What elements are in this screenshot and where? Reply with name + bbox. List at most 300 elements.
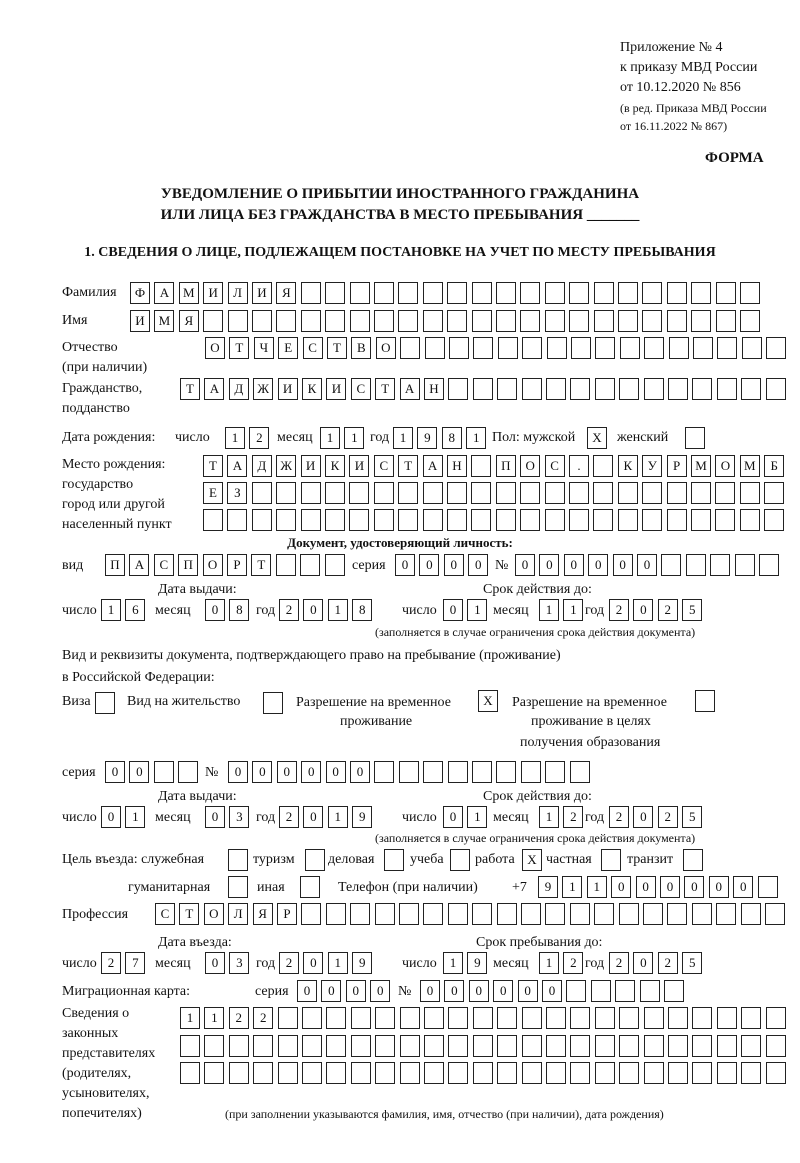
char-box[interactable]: И xyxy=(203,282,223,304)
checkbox[interactable] xyxy=(228,849,248,871)
char-box[interactable]: 0 xyxy=(297,980,317,1002)
char-box[interactable] xyxy=(595,337,615,359)
char-box[interactable]: С xyxy=(155,903,175,925)
char-box[interactable] xyxy=(350,310,370,332)
char-box[interactable]: З xyxy=(227,482,247,504)
char-box[interactable] xyxy=(569,509,589,531)
char-box[interactable]: 0 xyxy=(443,599,463,621)
char-box[interactable]: 0 xyxy=(539,554,559,576)
char-box[interactable]: 0 xyxy=(444,554,464,576)
char-box[interactable]: 1 xyxy=(393,427,413,449)
char-box[interactable]: 1 xyxy=(328,599,348,621)
char-box[interactable] xyxy=(691,282,711,304)
char-box[interactable]: 1 xyxy=(225,427,245,449)
char-box[interactable] xyxy=(229,1035,249,1057)
char-box[interactable]: Н xyxy=(447,455,467,477)
char-box[interactable] xyxy=(473,1007,493,1029)
char-box[interactable] xyxy=(398,310,418,332)
char-box[interactable] xyxy=(618,282,638,304)
char-box[interactable]: Р xyxy=(277,903,297,925)
char-box[interactable] xyxy=(423,509,443,531)
char-box[interactable]: 0 xyxy=(443,806,463,828)
char-box[interactable]: Л xyxy=(228,282,248,304)
char-box[interactable]: 7 xyxy=(125,952,145,974)
char-box[interactable]: 1 xyxy=(466,427,486,449)
char-box[interactable] xyxy=(349,509,369,531)
char-box[interactable] xyxy=(740,482,760,504)
char-box[interactable] xyxy=(448,1062,468,1084)
char-box[interactable]: О xyxy=(205,337,225,359)
char-box[interactable]: Р xyxy=(667,455,687,477)
char-box[interactable] xyxy=(618,509,638,531)
char-box[interactable]: 0 xyxy=(468,554,488,576)
char-box[interactable]: 2 xyxy=(658,952,678,974)
char-box[interactable] xyxy=(522,337,542,359)
char-box[interactable] xyxy=(400,337,420,359)
char-box[interactable] xyxy=(643,903,663,925)
char-box[interactable] xyxy=(447,310,467,332)
char-box[interactable] xyxy=(374,761,394,783)
char-box[interactable]: В xyxy=(351,337,371,359)
char-box[interactable]: 0 xyxy=(252,761,272,783)
char-box[interactable] xyxy=(325,310,345,332)
char-box[interactable]: 5 xyxy=(682,806,702,828)
char-box[interactable]: 0 xyxy=(303,599,323,621)
char-box[interactable] xyxy=(759,554,779,576)
char-box[interactable]: 1 xyxy=(204,1007,224,1029)
char-box[interactable]: Т xyxy=(180,378,200,400)
char-box[interactable] xyxy=(351,1035,371,1057)
char-box[interactable] xyxy=(204,1062,224,1084)
char-box[interactable] xyxy=(520,310,540,332)
checkbox[interactable] xyxy=(695,690,715,712)
char-box[interactable]: 2 xyxy=(609,599,629,621)
char-box[interactable] xyxy=(740,282,760,304)
char-box[interactable]: 0 xyxy=(588,554,608,576)
char-box[interactable] xyxy=(497,1062,517,1084)
char-box[interactable] xyxy=(520,509,540,531)
char-box[interactable] xyxy=(398,509,418,531)
char-box[interactable] xyxy=(374,282,394,304)
char-box[interactable]: 1 xyxy=(467,599,487,621)
char-box[interactable] xyxy=(593,455,613,477)
char-box[interactable] xyxy=(692,378,712,400)
char-box[interactable] xyxy=(326,903,346,925)
char-box[interactable] xyxy=(595,1035,615,1057)
char-box[interactable] xyxy=(570,1035,590,1057)
char-box[interactable] xyxy=(496,282,516,304)
char-box[interactable]: Т xyxy=(375,378,395,400)
char-box[interactable] xyxy=(375,1035,395,1057)
char-box[interactable]: 0 xyxy=(636,876,656,898)
char-box[interactable] xyxy=(668,1007,688,1029)
char-box[interactable] xyxy=(717,1007,737,1029)
char-box[interactable]: 8 xyxy=(352,599,372,621)
char-box[interactable]: 0 xyxy=(633,599,653,621)
char-box[interactable] xyxy=(399,761,419,783)
char-box[interactable] xyxy=(692,1062,712,1084)
char-box[interactable] xyxy=(522,378,542,400)
char-box[interactable] xyxy=(594,282,614,304)
char-box[interactable]: И xyxy=(252,282,272,304)
char-box[interactable] xyxy=(471,455,491,477)
char-box[interactable]: 9 xyxy=(467,952,487,974)
char-box[interactable] xyxy=(325,509,345,531)
char-box[interactable]: 5 xyxy=(682,599,702,621)
char-box[interactable] xyxy=(667,509,687,531)
char-box[interactable] xyxy=(399,903,419,925)
char-box[interactable] xyxy=(717,337,737,359)
char-box[interactable]: 5 xyxy=(682,952,702,974)
char-box[interactable] xyxy=(691,509,711,531)
char-box[interactable]: 1 xyxy=(344,427,364,449)
char-box[interactable] xyxy=(620,337,640,359)
char-box[interactable] xyxy=(619,903,639,925)
char-box[interactable]: Т xyxy=(251,554,271,576)
char-box[interactable]: Ф xyxy=(130,282,150,304)
char-box[interactable] xyxy=(692,903,712,925)
char-box[interactable] xyxy=(326,1007,346,1029)
char-box[interactable] xyxy=(203,310,223,332)
char-box[interactable] xyxy=(594,903,614,925)
char-box[interactable] xyxy=(350,903,370,925)
char-box[interactable]: А xyxy=(423,455,443,477)
char-box[interactable]: 0 xyxy=(637,554,657,576)
char-box[interactable] xyxy=(547,337,567,359)
char-box[interactable] xyxy=(710,554,730,576)
char-box[interactable] xyxy=(374,509,394,531)
char-box[interactable] xyxy=(644,337,664,359)
char-box[interactable] xyxy=(570,1007,590,1029)
char-box[interactable] xyxy=(593,482,613,504)
char-box[interactable] xyxy=(423,282,443,304)
char-box[interactable] xyxy=(424,1035,444,1057)
char-box[interactable]: М xyxy=(740,455,760,477)
checkbox[interactable] xyxy=(685,427,705,449)
char-box[interactable] xyxy=(766,1035,786,1057)
char-box[interactable] xyxy=(715,482,735,504)
char-box[interactable] xyxy=(497,903,517,925)
char-box[interactable] xyxy=(740,310,760,332)
char-box[interactable] xyxy=(764,509,784,531)
char-box[interactable]: П xyxy=(178,554,198,576)
char-box[interactable]: О xyxy=(520,455,540,477)
char-box[interactable] xyxy=(350,282,370,304)
char-box[interactable] xyxy=(374,310,394,332)
char-box[interactable]: Е xyxy=(278,337,298,359)
char-box[interactable]: 0 xyxy=(660,876,680,898)
char-box[interactable]: И xyxy=(326,378,346,400)
char-box[interactable] xyxy=(765,903,785,925)
char-box[interactable] xyxy=(326,1062,346,1084)
char-box[interactable]: 1 xyxy=(539,806,559,828)
char-box[interactable] xyxy=(301,282,321,304)
char-box[interactable]: 2 xyxy=(101,952,121,974)
char-box[interactable]: 0 xyxy=(684,876,704,898)
char-box[interactable] xyxy=(619,1035,639,1057)
char-box[interactable]: 0 xyxy=(518,980,538,1002)
char-box[interactable] xyxy=(766,378,786,400)
char-box[interactable] xyxy=(472,761,492,783)
char-box[interactable]: Р xyxy=(227,554,247,576)
char-box[interactable] xyxy=(520,482,540,504)
char-box[interactable]: 0 xyxy=(129,761,149,783)
char-box[interactable]: 0 xyxy=(370,980,390,1002)
char-box[interactable] xyxy=(204,1035,224,1057)
char-box[interactable] xyxy=(741,1062,761,1084)
char-box[interactable]: Я xyxy=(276,282,296,304)
char-box[interactable] xyxy=(374,482,394,504)
char-box[interactable] xyxy=(545,761,565,783)
char-box[interactable]: Т xyxy=(203,455,223,477)
char-box[interactable]: 9 xyxy=(352,806,372,828)
char-box[interactable]: 0 xyxy=(733,876,753,898)
char-box[interactable]: 8 xyxy=(229,599,249,621)
char-box[interactable]: Т xyxy=(229,337,249,359)
char-box[interactable] xyxy=(691,482,711,504)
char-box[interactable] xyxy=(546,1035,566,1057)
char-box[interactable]: 2 xyxy=(279,952,299,974)
char-box[interactable] xyxy=(400,1007,420,1029)
char-box[interactable]: 0 xyxy=(709,876,729,898)
char-box[interactable] xyxy=(716,282,736,304)
char-box[interactable] xyxy=(302,1035,322,1057)
char-box[interactable] xyxy=(618,482,638,504)
char-box[interactable]: 6 xyxy=(125,599,145,621)
checkbox[interactable]: X xyxy=(478,690,498,712)
char-box[interactable] xyxy=(253,1035,273,1057)
char-box[interactable]: 0 xyxy=(611,876,631,898)
char-box[interactable]: 1 xyxy=(328,806,348,828)
char-box[interactable] xyxy=(717,378,737,400)
char-box[interactable]: 0 xyxy=(321,980,341,1002)
checkbox[interactable] xyxy=(683,849,703,871)
checkbox[interactable] xyxy=(95,692,115,714)
char-box[interactable] xyxy=(766,1062,786,1084)
char-box[interactable] xyxy=(473,378,493,400)
checkbox[interactable]: X xyxy=(587,427,607,449)
char-box[interactable]: 2 xyxy=(253,1007,273,1029)
char-box[interactable] xyxy=(496,310,516,332)
char-box[interactable]: 2 xyxy=(249,427,269,449)
char-box[interactable]: Е xyxy=(203,482,223,504)
char-box[interactable] xyxy=(497,1007,517,1029)
char-box[interactable] xyxy=(448,761,468,783)
char-box[interactable] xyxy=(229,1062,249,1084)
char-box[interactable] xyxy=(375,1007,395,1029)
char-box[interactable] xyxy=(325,282,345,304)
char-box[interactable] xyxy=(716,903,736,925)
char-box[interactable] xyxy=(618,310,638,332)
char-box[interactable] xyxy=(717,1062,737,1084)
char-box[interactable] xyxy=(496,482,516,504)
char-box[interactable]: 1 xyxy=(587,876,607,898)
char-box[interactable] xyxy=(569,310,589,332)
char-box[interactable] xyxy=(472,903,492,925)
char-box[interactable]: 9 xyxy=(417,427,437,449)
char-box[interactable]: Д xyxy=(252,455,272,477)
char-box[interactable] xyxy=(522,1062,542,1084)
char-box[interactable] xyxy=(252,482,272,504)
char-box[interactable] xyxy=(375,1062,395,1084)
char-box[interactable] xyxy=(545,509,565,531)
char-box[interactable]: 0 xyxy=(469,980,489,1002)
char-box[interactable] xyxy=(448,378,468,400)
char-box[interactable] xyxy=(644,1007,664,1029)
char-box[interactable] xyxy=(351,1062,371,1084)
char-box[interactable] xyxy=(619,1007,639,1029)
char-box[interactable] xyxy=(570,1062,590,1084)
char-box[interactable]: А xyxy=(227,455,247,477)
char-box[interactable]: 0 xyxy=(419,554,439,576)
char-box[interactable] xyxy=(178,761,198,783)
char-box[interactable] xyxy=(668,1035,688,1057)
char-box[interactable]: 0 xyxy=(326,761,346,783)
char-box[interactable] xyxy=(545,903,565,925)
char-box[interactable] xyxy=(252,509,272,531)
char-box[interactable]: П xyxy=(105,554,125,576)
char-box[interactable] xyxy=(473,1062,493,1084)
char-box[interactable]: 0 xyxy=(277,761,297,783)
char-box[interactable] xyxy=(300,554,320,576)
char-box[interactable] xyxy=(595,1062,615,1084)
char-box[interactable]: 0 xyxy=(301,761,321,783)
char-box[interactable] xyxy=(447,282,467,304)
char-box[interactable] xyxy=(766,1007,786,1029)
char-box[interactable]: М xyxy=(691,455,711,477)
char-box[interactable]: 8 xyxy=(442,427,462,449)
char-box[interactable] xyxy=(301,310,321,332)
char-box[interactable] xyxy=(766,337,786,359)
char-box[interactable] xyxy=(449,337,469,359)
char-box[interactable]: 9 xyxy=(538,876,558,898)
char-box[interactable] xyxy=(203,509,223,531)
checkbox[interactable] xyxy=(228,876,248,898)
char-box[interactable] xyxy=(473,337,493,359)
char-box[interactable] xyxy=(569,482,589,504)
char-box[interactable] xyxy=(425,337,445,359)
char-box[interactable] xyxy=(692,1035,712,1057)
char-box[interactable] xyxy=(423,761,443,783)
char-box[interactable] xyxy=(302,1007,322,1029)
char-box[interactable] xyxy=(325,482,345,504)
char-box[interactable]: 0 xyxy=(444,980,464,1002)
char-box[interactable] xyxy=(691,310,711,332)
char-box[interactable]: 1 xyxy=(539,952,559,974)
char-box[interactable]: 2 xyxy=(563,806,583,828)
char-box[interactable] xyxy=(471,482,491,504)
char-box[interactable] xyxy=(667,903,687,925)
char-box[interactable] xyxy=(424,1007,444,1029)
char-box[interactable]: 3 xyxy=(229,952,249,974)
char-box[interactable] xyxy=(740,509,760,531)
char-box[interactable] xyxy=(741,1035,761,1057)
char-box[interactable]: О xyxy=(715,455,735,477)
char-box[interactable] xyxy=(693,337,713,359)
char-box[interactable]: Н xyxy=(424,378,444,400)
char-box[interactable] xyxy=(349,482,369,504)
char-box[interactable] xyxy=(735,554,755,576)
char-box[interactable] xyxy=(448,903,468,925)
char-box[interactable]: А xyxy=(154,282,174,304)
checkbox[interactable] xyxy=(305,849,325,871)
char-box[interactable] xyxy=(522,1035,542,1057)
checkbox[interactable] xyxy=(263,692,283,714)
char-box[interactable]: И xyxy=(130,310,150,332)
char-box[interactable] xyxy=(667,482,687,504)
char-box[interactable]: Б xyxy=(764,455,784,477)
char-box[interactable] xyxy=(615,980,635,1002)
char-box[interactable]: Ч xyxy=(254,337,274,359)
char-box[interactable]: 0 xyxy=(205,599,225,621)
char-box[interactable]: О xyxy=(376,337,396,359)
char-box[interactable]: 1 xyxy=(328,952,348,974)
char-box[interactable]: 1 xyxy=(467,806,487,828)
char-box[interactable]: Д xyxy=(229,378,249,400)
char-box[interactable] xyxy=(498,337,518,359)
char-box[interactable] xyxy=(423,482,443,504)
checkbox[interactable] xyxy=(300,876,320,898)
char-box[interactable]: П xyxy=(496,455,516,477)
char-box[interactable]: 0 xyxy=(493,980,513,1002)
char-box[interactable]: 1 xyxy=(320,427,340,449)
char-box[interactable] xyxy=(227,509,247,531)
char-box[interactable]: Т xyxy=(398,455,418,477)
char-box[interactable]: Ж xyxy=(276,455,296,477)
char-box[interactable]: 0 xyxy=(420,980,440,1002)
char-box[interactable] xyxy=(447,482,467,504)
char-box[interactable] xyxy=(496,509,516,531)
char-box[interactable] xyxy=(398,282,418,304)
char-box[interactable]: М xyxy=(179,282,199,304)
char-box[interactable] xyxy=(594,310,614,332)
char-box[interactable] xyxy=(742,337,762,359)
char-box[interactable] xyxy=(423,903,443,925)
char-box[interactable] xyxy=(301,903,321,925)
char-box[interactable]: М xyxy=(154,310,174,332)
char-box[interactable] xyxy=(180,1062,200,1084)
char-box[interactable]: 0 xyxy=(542,980,562,1002)
char-box[interactable]: Т xyxy=(179,903,199,925)
checkbox[interactable] xyxy=(601,849,621,871)
char-box[interactable]: 0 xyxy=(205,952,225,974)
char-box[interactable]: 0 xyxy=(303,806,323,828)
char-box[interactable]: 0 xyxy=(346,980,366,1002)
char-box[interactable]: О xyxy=(204,903,224,925)
char-box[interactable] xyxy=(570,761,590,783)
char-box[interactable]: С xyxy=(545,455,565,477)
char-box[interactable] xyxy=(351,1007,371,1029)
char-box[interactable] xyxy=(375,903,395,925)
char-box[interactable]: . xyxy=(569,455,589,477)
char-box[interactable] xyxy=(644,378,664,400)
checkbox[interactable] xyxy=(450,849,470,871)
char-box[interactable]: С xyxy=(303,337,323,359)
char-box[interactable] xyxy=(423,310,443,332)
char-box[interactable] xyxy=(228,310,248,332)
char-box[interactable] xyxy=(619,378,639,400)
char-box[interactable]: 0 xyxy=(613,554,633,576)
char-box[interactable]: 2 xyxy=(609,952,629,974)
char-box[interactable]: 1 xyxy=(443,952,463,974)
char-box[interactable] xyxy=(253,1062,273,1084)
char-box[interactable]: 0 xyxy=(303,952,323,974)
char-box[interactable]: 0 xyxy=(633,806,653,828)
char-box[interactable] xyxy=(278,1062,298,1084)
char-box[interactable] xyxy=(591,980,611,1002)
char-box[interactable] xyxy=(276,310,296,332)
char-box[interactable] xyxy=(520,282,540,304)
